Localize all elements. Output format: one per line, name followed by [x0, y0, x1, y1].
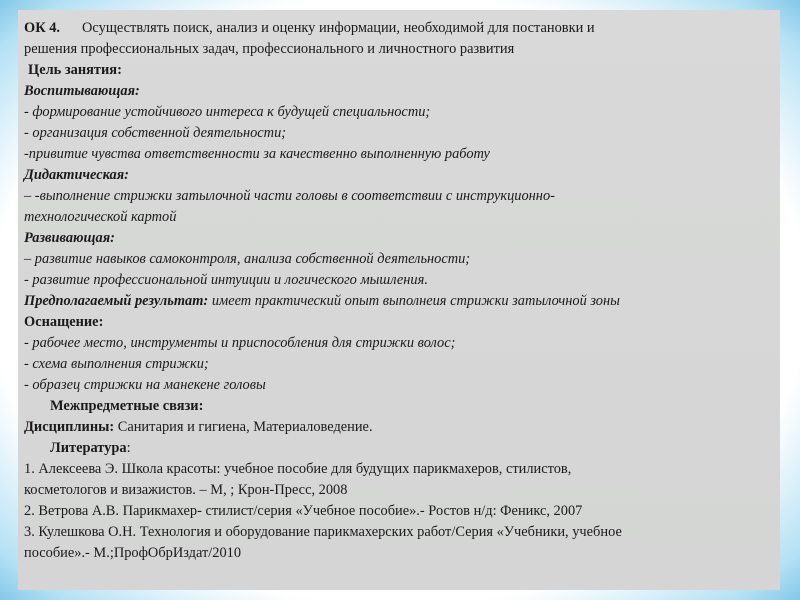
educational-item-1: - формирование устойчивого интереса к будущей специальности; — [24, 104, 431, 120]
developing-item-1: – развитие навыков самоконтроля, анализа собственной деятельности; — [24, 251, 471, 267]
expected-text: имеет практический опыт выполнеия стрижки затылочной зоны — [208, 293, 620, 309]
equipment-item-3: - образец стрижки на манекене головы — [24, 377, 266, 393]
educational-heading: Воспитывающая: — [24, 83, 140, 99]
equipment-item-2: - схема выполнения стрижки; — [24, 356, 209, 372]
developing-item-2: - развитие профессиональной интуиции и логического мышления. — [24, 272, 428, 288]
literature-heading: Литература — [50, 440, 127, 456]
developing-heading: Развивающая: — [24, 230, 115, 246]
literature-item-1: 1. Алексеева Э. Школа красоты: учебное пособие для будущих парикмахеров, стилистов, — [24, 461, 572, 477]
expected-result — [24, 291, 776, 312]
expected-label: Предполагаемый результат: — [24, 293, 209, 309]
didactic-item-1: – -выполнение стрижки затылочной части головы в соответствии с инструкционно- — [24, 188, 555, 204]
disciplines-line — [24, 417, 776, 438]
interdisciplinary-heading: Межпредметные связи: — [50, 398, 204, 414]
didactic-heading: Дидактическая: — [24, 167, 129, 183]
literature-item-3-cont: пособие».- М.;ПрофОбрИздат/2010 — [24, 545, 242, 561]
literature-colon: : — [126, 440, 131, 456]
literature-item-3: 3. Кулешкова О.Н. Технология и оборудование парикмахерских работ/Серия «Учебники, учебное — [24, 524, 622, 540]
literature-item-2: 2. Ветрова А.В. Парикмахер- стилист/серия «Учебное пособие».- Ростов н/д: Феникс, 2007 — [24, 503, 583, 519]
educational-item-3: -привитие чувства ответственности за качественно выполненную работу — [24, 146, 490, 162]
equipment-heading: Оснащение: — [24, 314, 104, 330]
literature-item-1-cont: косметологов и визажистов. – М, ; Крон-Пресс, 2008 — [24, 482, 348, 498]
equipment-item-1: - рабочее место, инструменты и приспособления для стрижки волос; — [24, 335, 456, 351]
goal-heading: Цель занятия: — [28, 62, 122, 78]
lesson-plan-text — [24, 18, 776, 564]
literature-heading-line — [24, 438, 776, 459]
didactic-item-2: технологической картой — [24, 209, 177, 225]
ok-line-1 — [24, 18, 776, 39]
ok-text-1: Осуществлять поиск, анализ и оценку информации, необходимой для постановки и — [82, 20, 595, 36]
ok-code: ОК 4. — [24, 20, 61, 36]
disciplines-label: Дисциплины: — [24, 419, 115, 435]
disciplines-text: Санитария и гигиена, Материаловедение. — [114, 419, 373, 435]
ok-line-2: решения профессиональных задач, профессионального и личностного развития — [24, 41, 515, 57]
educational-item-2: - организация собственной деятельности; — [24, 125, 287, 141]
